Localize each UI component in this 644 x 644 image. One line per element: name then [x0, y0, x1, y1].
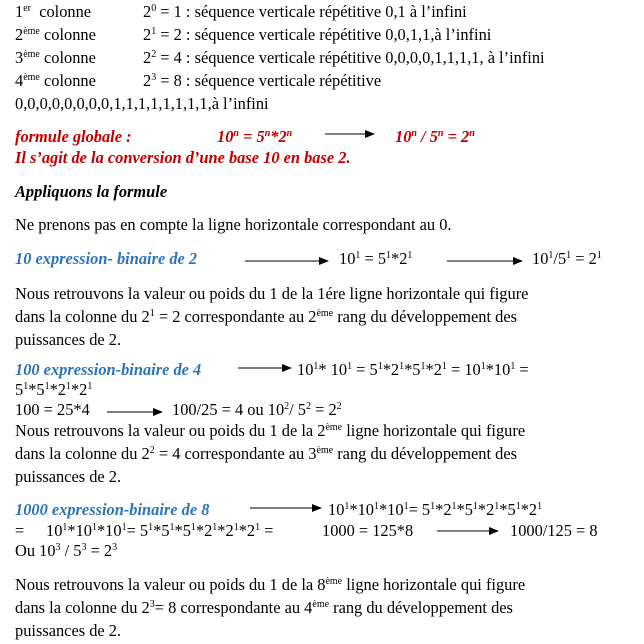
- ex10-formula-2: $10^1/5^1 = 2^1$: [532, 249, 602, 268]
- ex10-formula-1: $10^1 = 5^1*2^1$: [339, 249, 413, 268]
- ex1000-arrow-2-icon: [437, 525, 499, 537]
- formule-lhs: $10^n = 5^n*2^n$: [217, 127, 293, 146]
- ex100-title: 100 expression-binaire de 4: [15, 360, 202, 379]
- ex100-row1: $10^1*$ $10^1 = 5^1*2^1*5^1*2^1 = 10^1*10^1$ =: [297, 360, 529, 379]
- ex100-row2: $5^1*5^1*2^1*2^1$: [15, 380, 93, 399]
- formule-rhs: $10^n / 5^n = 2^n$: [395, 127, 475, 146]
- ex1000-row2-eq: =: [15, 521, 25, 540]
- ex1000-title: 1000 expression-binaire de 8: [15, 500, 210, 519]
- ne-prenons-line: Ne prenons pas en compte la ligne horizontale correspondant au 0.: [15, 215, 452, 234]
- para2-line1: Nous retrouvons la valeur ou poids du 1 de la 2ème ligne horizontale qui figure: [15, 421, 526, 440]
- ex10-arrow-1-icon: [245, 255, 329, 267]
- ex10-arrow-2-icon: [447, 255, 523, 267]
- ex1000-row2-b: 1000 = 125*8: [322, 521, 414, 540]
- ex1000-row2-a: $10^1*10^1*10^1= 5^1*5^1*5^1*2^1*2^1*2^1$ =: [46, 521, 274, 540]
- formule-arrow-icon: [325, 128, 375, 140]
- para1-line3: puissances de 2.: [15, 330, 122, 349]
- para3-line2: dans la colonne du $2^3= 8$ correspondante au 4ème rang du développement des: [15, 598, 513, 617]
- para3-line3: puissances de 2.: [15, 621, 122, 640]
- colonne-1-line: 1er colonne $2^0 = 1$ : séquence verticale répétitive 0,1 à l’infini: [15, 2, 467, 21]
- ex100-row3a: 100 = 25*4: [15, 400, 90, 419]
- ex1000-row3: Ou $10^3 / 5^3 = 2^3$: [15, 541, 118, 560]
- appliquons-heading: Appliquons la formule: [15, 182, 168, 201]
- para3-line1: Nous retrouvons la valeur ou poids du 1 de la 8ème ligne horizontale qui figure: [15, 575, 526, 594]
- colonne-3-line: 3ème colonne $2^2 = 4$ : séquence verticale répétitive 0,0,0,0,1,1,1,1, à l’infini: [15, 48, 545, 67]
- para2-line2: dans la colonne du $2^2 = 4$ correspondante au 3ème rang du développement des: [15, 444, 518, 463]
- ex1000-row1: $10^1*10^1*10^1= 5^1*2^1*5^1*2^1*5^1*2^1$: [328, 500, 543, 519]
- formule-label: formule globale :: [15, 127, 132, 146]
- ex100-arrow-2-icon: [107, 406, 163, 418]
- para2-line3: puissances de 2.: [15, 467, 122, 486]
- para1-line2: dans la colonne du $2^1 = 2$ correspondante au 2ème rang du développement des: [15, 307, 518, 326]
- colonne-2-line: 2ème colonne $2^1 = 2$ : séquence verticale répétitive 0,0,1,1,à l’infini: [15, 25, 492, 44]
- conversion-statement: Il s’agit de la conversion d’une base 10 en base 2.: [15, 148, 351, 167]
- ex100-arrow-1-icon: [238, 362, 292, 374]
- colonne-4-line: 4ème colonne $2^3 = 8$ : séquence verticale répétitive: [15, 71, 382, 90]
- ex10-title: 10 expression- binaire de 2: [15, 249, 198, 268]
- ex1000-row2-c: 1000/125 = 8: [510, 521, 598, 540]
- ex1000-arrow-1-icon: [250, 502, 322, 514]
- ex100-row3b: 100/25 = 4 ou $10^2/$ $5^2 = 2^2$: [172, 400, 342, 419]
- para1-line1: Nous retrouvons la valeur ou poids du 1 de la 1ére ligne horizontale qui figure: [15, 284, 529, 303]
- colonne-4-continuation: 0,0,0,0,0,0,0,0,1,1,1,1,1,1,1,1,à l’infini: [15, 94, 269, 113]
